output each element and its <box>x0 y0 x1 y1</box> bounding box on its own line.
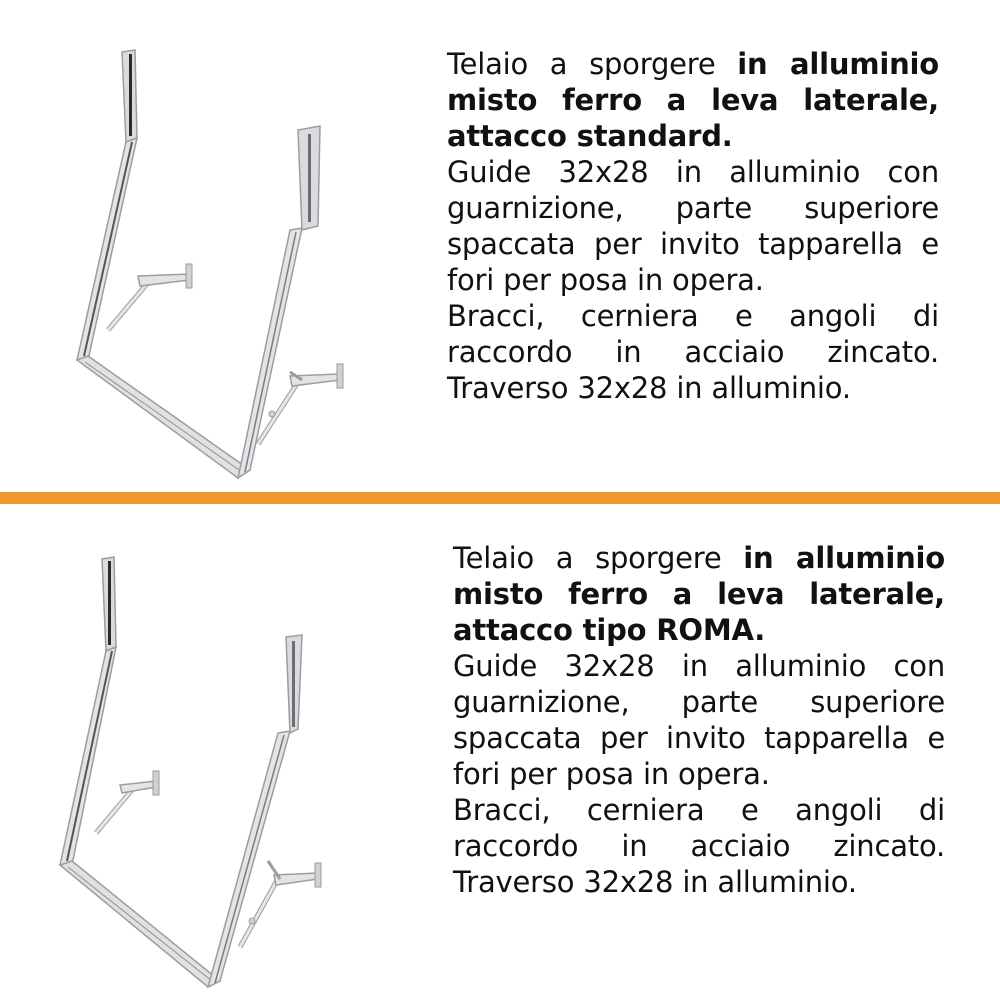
product-title-bold: in alluminio misto ferro a leva laterale, attacco tipo ROMA. <box>453 541 945 647</box>
frame-illustration-standard <box>40 30 420 490</box>
product-description <box>447 46 939 406</box>
section-divider <box>0 492 1000 504</box>
product-title: Telaio a sporgere in alluminio misto ferro a leva laterale, attacco standard. <box>447 47 939 153</box>
product-spec-materials: Bracci, cerniera e angoli di raccordo in acciaio zincato. Traverso 32x28 in alluminio. <box>447 299 939 405</box>
frame-drawing <box>77 50 343 478</box>
frame-illustration-roma <box>40 535 420 995</box>
product-title: Telaio a sporgere in alluminio misto ferro a leva laterale, attacco tipo ROMA. <box>453 541 945 647</box>
product-title-bold: in alluminio misto ferro a leva laterale, attacco standard. <box>447 47 939 153</box>
product-spec-guides: Guide 32x28 in alluminio con guarnizione, parte superiore spaccata per invito tapparella e fori per posa in opera. <box>453 649 945 791</box>
product-panel-roma <box>0 505 1000 995</box>
product-description <box>453 540 945 900</box>
product-spec-guides: Guide 32x28 in alluminio con guarnizione, parte superiore spaccata per invito tapparella e fori per posa in opera. <box>447 155 939 297</box>
product-spec-materials: Bracci, cerniera e angoli di raccordo in acciaio zincato. Traverso 32x28 in alluminio. <box>453 793 945 899</box>
frame-drawing <box>60 557 321 987</box>
product-panel-standard <box>0 0 1000 490</box>
